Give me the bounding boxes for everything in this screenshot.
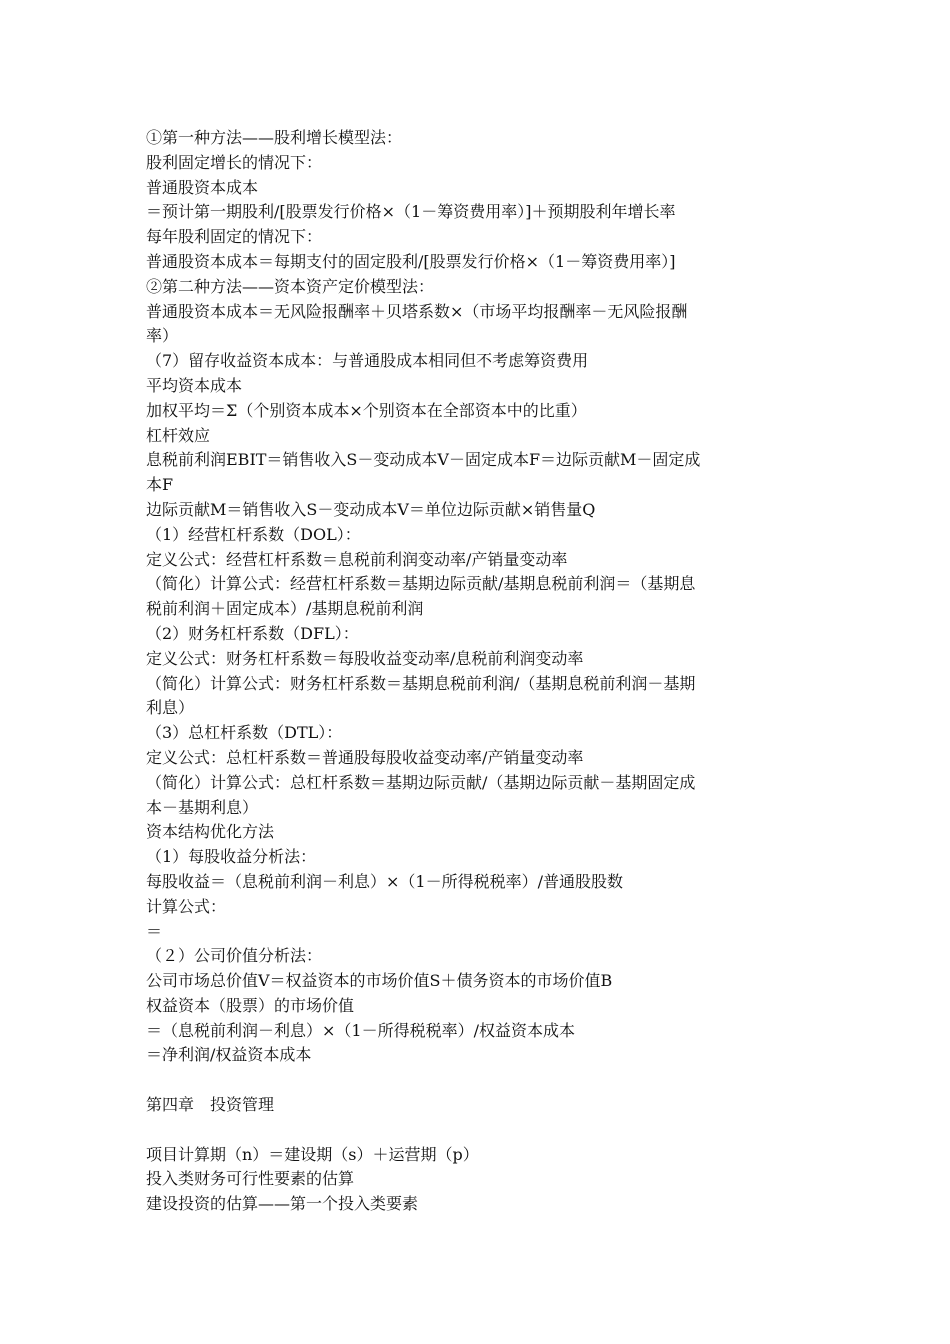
text-line: 计算公式： bbox=[146, 896, 227, 916]
text-line: ＝（息税前利润－利息）×（1－所得税税率）/权益资本成本 bbox=[146, 1020, 575, 1040]
text-line: 股利固定增长的情况下： bbox=[146, 152, 323, 172]
text-line: ＝预计第一期股利/[股票发行价格×（1－筹资费用率）]＋预期股利年增长率 bbox=[146, 202, 676, 222]
text-line: （2）财务杠杆系数（DFL）： bbox=[146, 623, 359, 643]
text-line: （２）公司价值分析法： bbox=[146, 946, 323, 966]
text-line: （1）经营杠杆系数（DOL）： bbox=[146, 524, 361, 544]
text-line: （3）总杠杆系数（DTL）： bbox=[146, 723, 343, 743]
chapter-heading: 第四章 投资管理 bbox=[146, 1095, 275, 1115]
text-line: 率） bbox=[146, 326, 179, 346]
text-line: 息税前利润EBIT＝销售收入S－变动成本V－固定成本F＝边际贡献M－固定成 bbox=[146, 450, 701, 470]
text-line: 本－基期利息） bbox=[146, 797, 259, 817]
section-heading: 平均资本成本 bbox=[146, 375, 243, 395]
text-line: （简化）计算公式：经营杠杆系数＝基期边际贡献/基期息税前利润＝（基期息 bbox=[146, 574, 696, 594]
text-line: 每股收益＝（息税前利润－利息）×（1－所得税税率）/普通股股数 bbox=[146, 871, 623, 891]
section-heading: 资本结构优化方法 bbox=[146, 822, 275, 842]
text-line: 项目计算期（n）＝建设期（s）＋运营期（p） bbox=[146, 1144, 479, 1164]
text-line: 建设投资的估算——第一个投入类要素 bbox=[146, 1194, 419, 1214]
text-line: 权益资本（股票）的市场价值 bbox=[146, 995, 355, 1015]
text-line: 普通股资本成本＝无风险报酬率＋贝塔系数×（市场平均报酬率－无风险报酬 bbox=[146, 301, 688, 321]
text-line: 投入类财务可行性要素的估算 bbox=[146, 1169, 355, 1189]
text-line: 定义公式：财务杠杆系数＝每股收益变动率/息税前利润变动率 bbox=[146, 648, 584, 668]
text-line: （1）每股收益分析法： bbox=[146, 847, 317, 867]
section-heading: 杠杆效应 bbox=[146, 425, 211, 445]
text-line: 本F bbox=[146, 475, 174, 495]
document-body bbox=[146, 126, 816, 1217]
text-line: 加权平均＝Σ（个别资本成本×个别资本在全部资本中的比重） bbox=[146, 400, 587, 420]
blank-line bbox=[146, 1118, 816, 1143]
blank-line bbox=[146, 1068, 816, 1093]
text-line: ＝ bbox=[146, 921, 163, 941]
text-line: 每年股利固定的情况下： bbox=[146, 227, 323, 247]
text-line: ①第一种方法——股利增长模型法： bbox=[146, 128, 403, 147]
text-line: 税前利润＋固定成本）/基期息税前利润 bbox=[146, 599, 424, 619]
text-line: （简化）计算公式：总杠杆系数＝基期边际贡献/（基期边际贡献－基期固定成 bbox=[146, 772, 696, 792]
text-line: ＝净利润/权益资本成本 bbox=[146, 1045, 312, 1065]
text-line: ②第二种方法——资本资产定价模型法： bbox=[146, 276, 435, 296]
text-line: 公司市场总价值V＝权益资本的市场价值S＋债务资本的市场价值B bbox=[146, 971, 613, 991]
text-line: （7）留存收益资本成本：与普通股成本相同但不考虑筹资费用 bbox=[146, 351, 589, 371]
text-line: 定义公式：总杠杆系数＝普通股每股收益变动率/产销量变动率 bbox=[146, 747, 584, 767]
text-line: 普通股资本成本＝每期支付的固定股利/[股票发行价格×（1－筹资费用率）] bbox=[146, 251, 676, 271]
text-line: 普通股资本成本 bbox=[146, 177, 259, 197]
text-line: 定义公式：经营杠杆系数＝息税前利润变动率/产销量变动率 bbox=[146, 549, 568, 569]
text-line: 利息） bbox=[146, 698, 195, 718]
text-line: 边际贡献M＝销售收入S－变动成本V＝单位边际贡献×销售量Q bbox=[146, 499, 596, 519]
text-line: （简化）计算公式：财务杠杆系数＝基期息税前利润/（基期息税前利润－基期 bbox=[146, 673, 696, 693]
